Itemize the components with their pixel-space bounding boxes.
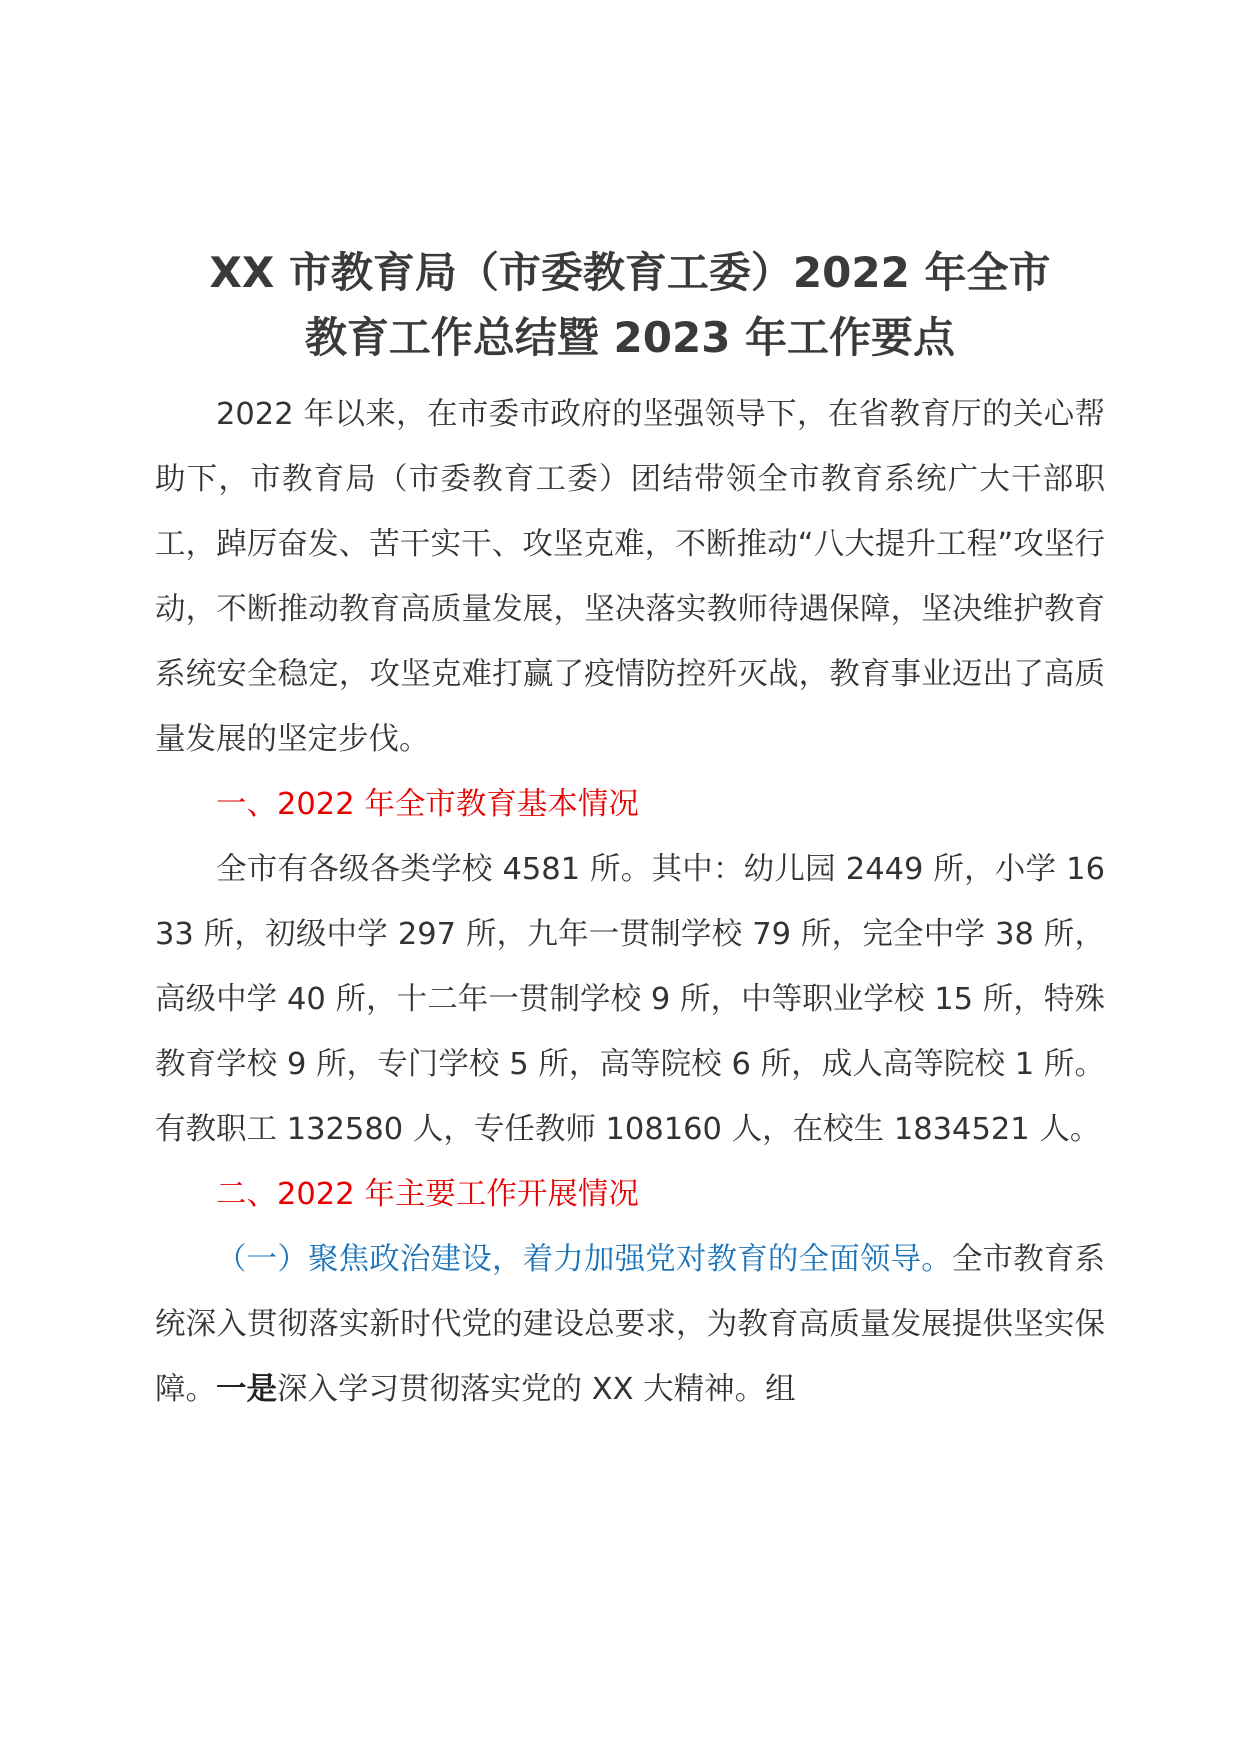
section-2-heading: 二、2022 年主要工作开展情况 <box>216 1177 639 1212</box>
section-1-heading: 一、2022 年全市教育基本情况 <box>216 787 639 822</box>
subsection-1-tail: 深入学习贯彻落实党的 XX 大精神。组 <box>277 1372 796 1407</box>
subsection-1-text: 全市教育系统深入贯彻落实新时代党的建设总要求，为教育高质量发展提供坚实保障。 <box>155 1242 1106 1407</box>
subsection-1-heading: （一）聚焦政治建设，着力加强党对教育的全面领导。 <box>216 1242 952 1277</box>
section-1-paragraph: 全市有各级各类学校 4581 所。其中：幼儿园 2449 所，小学 1633 所，初级中学 297 所，九年一贯制学校 79 所，完全中学 38 所，高级中学 40 所，十二年一贯制学校 9 所，中等职业学校 15 所，特殊教育学校 9 所，专门学校 5 所，高等院校 6 所，成人高等院校 1 所。有教职工 132580 人，专任教师 108160 人，在校生 1834521 人。 <box>155 852 1105 1147</box>
title-line-2: 教育工作总结暨 2023 年工作要点 <box>304 313 956 362</box>
intro-paragraph: 2022 年以来，在市委市政府的坚强领导下，在省教育厅的关心帮助下，市教育局（市委教育工委）团结带领全市教育系统广大干部职工，踔厉奋发、苦干实干、攻坚克难，不断推动“八大提升工程”攻坚行动，不断推动教育高质量发展，坚决落实教师待遇保障，坚决维护教育系统安全稳定，攻坚克难打赢了疫情防控歼灭战，教育事业迈出了高质量发展的坚定步伐。 <box>155 397 1105 757</box>
document-page <box>155 240 1105 1422</box>
document-title <box>155 240 1105 370</box>
subsection-1-paragraph <box>155 1227 1105 1422</box>
subsection-1-bold-label: 一是 <box>216 1372 277 1407</box>
title-line-1: XX 市教育局（市委教育工委）2022 年全市 <box>209 248 1051 297</box>
